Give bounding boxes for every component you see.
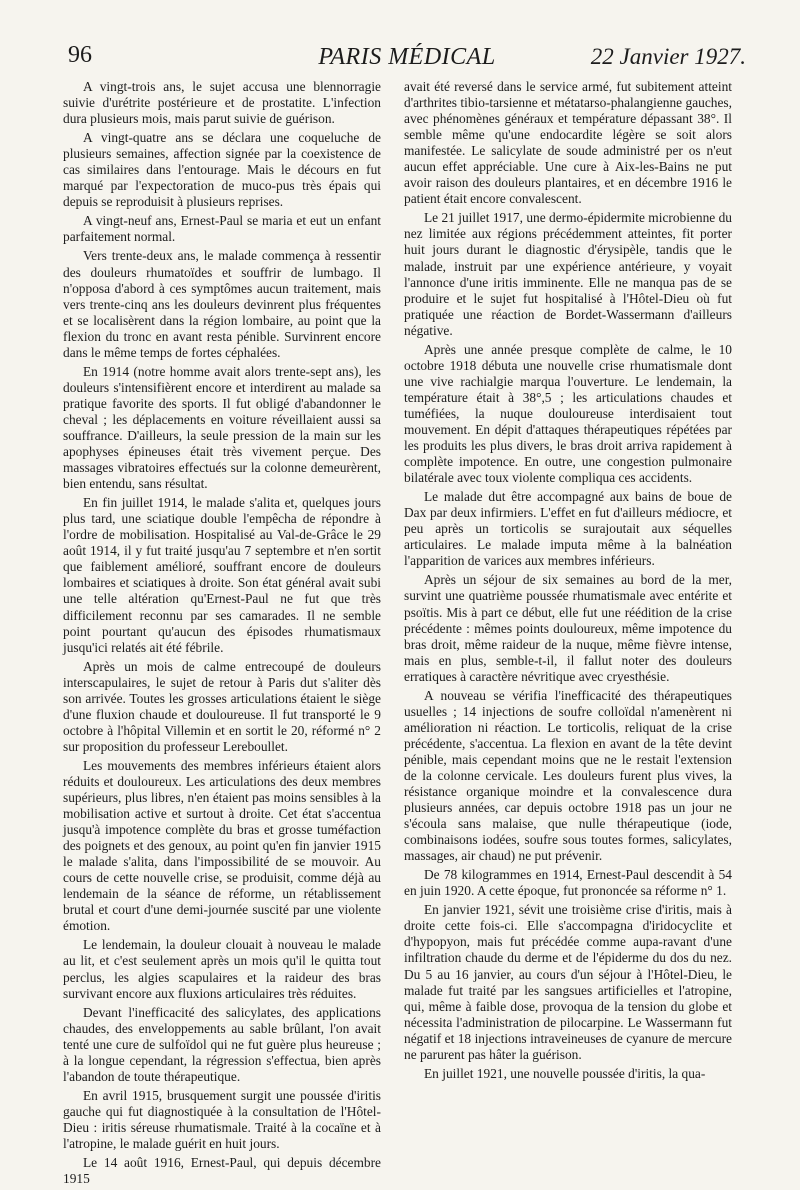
paragraph: Devant l'inefficacité des salicylates, des applications chaudes, des enveloppements au sable brûlant, l'on avait tenté une cure de sulfoïdol qui ne fut guère plus heureuse ; à la longue cependant, la régression s'effectua, bien après l'abandon de toute thérapeutique. xyxy=(63,1004,381,1084)
page-number: 96 xyxy=(68,42,92,68)
paragraph: avait été reversé dans le service armé, fut subitement atteint d'arthrites tibio-tarsienne et métatarso-phalangienne gauches, avec phénomènes généraux et température dépassant 38°. Il semble même qu'une endocardite légère se soit alors manifestée. Le salicylate de soude administré per os n'eut aucun effet appréciable. Une cure à Aix-les-Bains ne put avoir raison des douleurs plantaires, et en décembre 1916 le patient était encore convalescent. xyxy=(404,79,732,207)
paragraph: Après un séjour de six semaines au bord de la mer, survint une quatrième poussée rhumatismale avec entérite et psoïtis. Mis à part ce début, elle fut une réédition de la crise précédente : mêmes points douloureux, même impotence du bras droit, même raideur de la nuque, même fièvre intense, mais en plus, semble-t-il, il fallut noter des douleurs erratiques à caractère névritique avec cryesthésie. xyxy=(404,572,732,684)
paragraph: En juillet 1921, une nouvelle poussée d'iritis, la qua- xyxy=(424,1065,706,1081)
paragraph: Le 21 juillet 1917, une dermo-épidermite microbienne du nez limitée aux régions précédemment atteintes, fit porter huit jours durant le diagnostic d'érysipèle, tandis que le malade, instruit par une expérience antérieure, y voyait l'annonce d'une iritis imminente. Elle ne manqua pas de se produire et le sujet fut hospitalisé à l'Hôtel-Dieu où fut pratiquée une réaction de Bordet-Wassermann d'ailleurs négative. xyxy=(404,210,732,338)
issue-date: 22 Janvier 1927. xyxy=(590,44,746,69)
paragraph: A vingt-neuf ans, Ernest-Paul se maria et eut un enfant parfaitement normal. xyxy=(63,213,381,245)
paragraph: En 1914 (notre homme avait alors trente-sept ans), les douleurs s'intensifièrent encore et interdirent au malade sa pratique favorite des sports. Il fut obligé d'abandonner le cheval ; les déplacements en voiture réveillaient aussi sa souffrance. D'ailleurs, la seule pression de la main sur les apophyses épineuses était très vivement perçue. Des massages vibratoires effectués sur la colonne demeurèrent, bien entendu, sans résultat. xyxy=(63,363,381,492)
paragraph: A nouveau se vérifia l'inefficacité des thérapeutiques usuelles ; 14 injections de soufre colloïdal n'amenèrent ni amélioration ni réaction. Le torticolis, reliquat de la crise précédente, s'accentua. La flexion en avant de la tête devint pénible, mais cependant moins que ne le restait l'extension de la colonne cervicale. Les douleurs furent plus vives, la résistance organique moindre et la convalescence dura plusieurs années, car depuis octobre 1918 pas un jour ne s'écoula sans malaise, que nulle thérapeutique (iode, combinaisons iodées, soufre sous toutes formes, salicylates, massages, air chaud) ne put prévenir. xyxy=(404,687,732,864)
right-column xyxy=(404,79,732,1085)
paragraph: Les mouvements des membres inférieurs étaient alors réduits et douloureux. Les articulations des deux membres supérieurs, plus libres, n'en étaient pas moins sensibles à la mobilisation active et surtout à droite. Cet état s'accentua jusqu'à impotence complète du bras et grosse tuméfaction des poignets et des genoux, au point qu'en fin janvier 1915 le malade s'alita, dans l'impossibilité de se mouvoir. Au cours de cette nouvelle crise, se produisit, comme déjà au lendemain de la séance de réforme, un rétablissement brutal et court d'une demi-journée suscité par une violente émotion. xyxy=(63,757,381,934)
left-column xyxy=(63,79,381,1190)
paragraph: Le lendemain, la douleur clouait à nouveau le malade au lit, et c'est seulement après un mois qu'il le quitta tout perclus, les algies scapulaires et la raideur des bras survivant encore aux fluxions articulaires très réduites. xyxy=(63,937,381,1001)
paragraph: Vers trente-deux ans, le malade commença à ressentir des douleurs rhumatoïdes et souffrir de lumbago. Il n'opposa d'abord à ces symptômes aucun traitement, mais vers trente-cinq ans les douleurs devinrent plus fréquentes et se localisèrent dans la région lombaire, au point que la flexion du tronc en avant resta pénible. Survinrent encore dans le même temps de fortes céphalées. xyxy=(63,248,381,360)
paragraph: En avril 1915, brusquement surgit une poussée d'iritis gauche qui fut diagnostiquée à la consultation de l'Hôtel-Dieu : iritis séreuse rhumatismale. Traité à la cocaïne et à l'atropine, le malade guérit en huit jours. xyxy=(63,1087,381,1151)
paragraph: En fin juillet 1914, le malade s'alita et, quelques jours plus tard, une sciatique double l'empêcha de répondre à l'ordre de mobilisation. Hospitalisé au Val-de-Grâce le 29 août 1914, il y fut traité jusqu'au 7 septembre et n'en sortit que faiblement amélioré, souffrant encore de douleurs lombaires et sciatiques à droite. Son état général avait subi une telle altération qu'Ernest-Paul ne fut que très difficilement reconnu par ses camarades. Il ne semble point pourtant qu'aucun des épisodes rhumatismaux jusqu'ici relatés ait été fébrile. xyxy=(63,495,381,655)
paragraph: Après une année presque complète de calme, le 10 octobre 1918 débuta une nouvelle crise rhumatismale dont une vive rachialgie marqua l'ouverture. Le lendemain, la température était à 38°,5 ; les articulations chaudes et tuméfiées, la nuque douloureuse interdisaient tout mouvement. En dépit d'attaques thérapeutiques répétées par les produits les plus divers, le bras droit arriva rapidement à complète impotence. En outre, une congestion pulmonaire bilatérale avec toux violente compliqua ces accidents. xyxy=(404,341,732,486)
paragraph: De 78 kilogrammes en 1914, Ernest-Paul descendit à 54 en juin 1920. A cette époque, fut prononcée sa réforme n° 1. xyxy=(404,867,732,899)
journal-title: PARIS MÉDICAL xyxy=(318,44,496,70)
paragraph: Après un mois de calme entrecoupé de douleurs interscapulaires, le sujet de retour à Paris dut s'aliter dès son arrivée. Toutes les grosses articulations étaient le siège d'une fluxion chaude et douloureuse. Il fut transporté le 9 octobre à l'hôpital Villemin et en sortit le 20, réformé n° 2 sur proposition du professeur Lereboullet. xyxy=(63,658,381,754)
paragraph: En janvier 1921, sévit une troisième crise d'iritis, mais à droite cette fois-ci. Elle s'accompagna d'iridocyclite et d'hypopyon, mais fut précédée comme aupa-ravant d'une infiltration chaude du derme et de l'épiderme du dos du nez. Du 5 au 16 janvier, au cours d'un séjour à l'Hôtel-Dieu, le malade fut traité par les sangsues artificielles et l'atropine, qui, même à faible dose, provoqua de la tension du globe et nécessita l'administration de pilocarpine. Le Wassermann fut négatif et 18 injections intraveineuses de cyanure de mercure ne parurent pas hâter la guérison. xyxy=(404,902,732,1062)
paragraph: Le malade dut être accompagné aux bains de boue de Dax par deux infirmiers. L'effet en fut d'ailleurs médiocre, et peu après un torticolis se surajoutait aux séquelles articulaires. Le malade imputa même à la balnéation l'apparition de varices aux membres inférieurs. xyxy=(404,489,732,569)
paragraph: A vingt-quatre ans se déclara une coqueluche de plusieurs semaines, affection signée par la coexistence de cas similaires dans l'entourage. Mais le décours en fut marqué par l'expectoration de muco-pus très épais qui depuis se reproduisit à plusieurs reprises. xyxy=(63,130,381,210)
paragraph: A vingt-trois ans, le sujet accusa une blennorragie suivie d'urétrite postérieure et de prostatite. L'infection dura plusieurs mois, mais parut suivie de guérison. xyxy=(63,79,381,127)
running-header xyxy=(68,42,746,76)
paragraph: Le 14 août 1916, Ernest-Paul, qui depuis décembre 1915 xyxy=(63,1155,381,1187)
